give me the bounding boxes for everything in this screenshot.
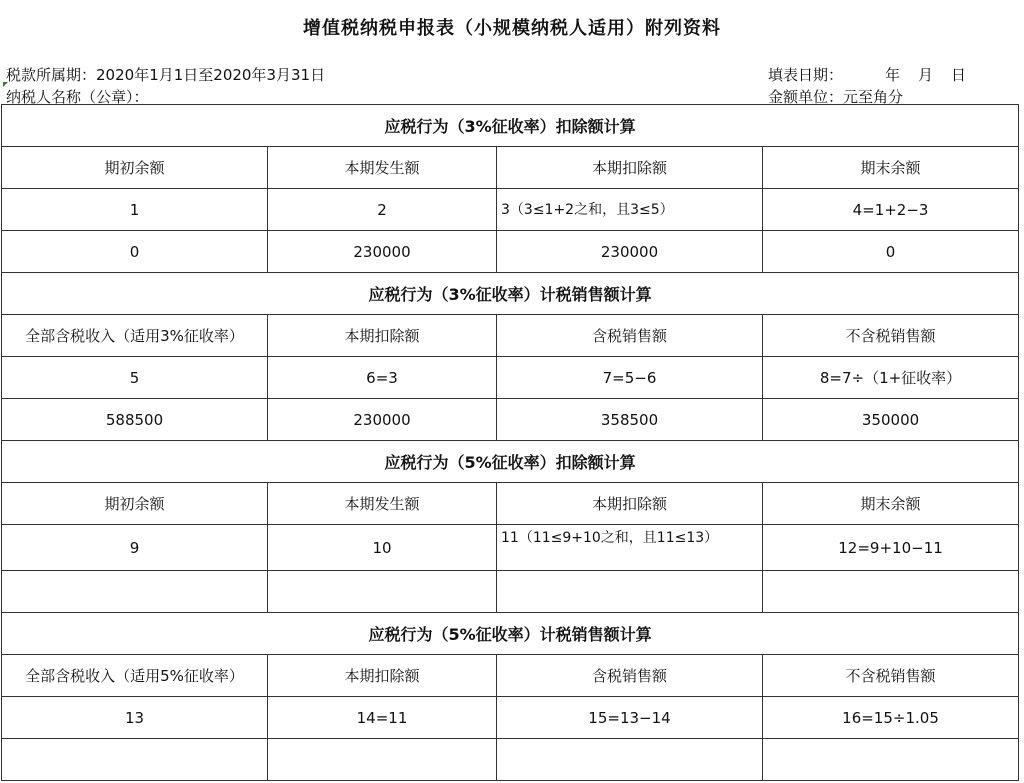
header-cell[interactable]: 本期扣除额 bbox=[497, 147, 763, 189]
value-cell[interactable] bbox=[268, 739, 497, 781]
formula-cell[interactable]: 13 bbox=[2, 697, 268, 739]
header-cell[interactable]: 本期扣除额 bbox=[268, 315, 497, 357]
header-row bbox=[2, 147, 1019, 189]
formula-cell[interactable]: 10 bbox=[268, 525, 497, 571]
month-char: 月 bbox=[918, 66, 934, 84]
header-cell[interactable]: 期初余额 bbox=[2, 483, 268, 525]
value-cell[interactable] bbox=[763, 571, 1019, 613]
formula-cell[interactable]: 8=7÷（1+征收率） bbox=[763, 357, 1019, 399]
section-title-row bbox=[2, 273, 1019, 315]
schedule-table bbox=[1, 104, 1019, 781]
day-char: 日 bbox=[951, 66, 967, 84]
formula-cell[interactable]: 12=9+10−11 bbox=[763, 525, 1019, 571]
section-title[interactable]: 应税行为（3%征收率）扣除额计算 bbox=[2, 105, 1019, 147]
formula-cell[interactable]: 3（3≤1+2之和，且3≤5） bbox=[497, 189, 763, 231]
value-cell[interactable]: 350000 bbox=[763, 399, 1019, 441]
formula-cell[interactable]: 9 bbox=[2, 525, 268, 571]
header-cell[interactable]: 本期发生额 bbox=[268, 483, 497, 525]
header-row bbox=[2, 315, 1019, 357]
formula-cell[interactable]: 4=1+2−3 bbox=[763, 189, 1019, 231]
formula-row bbox=[2, 697, 1019, 739]
header-cell[interactable]: 不含税销售额 bbox=[763, 315, 1019, 357]
formula-row bbox=[2, 189, 1019, 231]
value-row bbox=[2, 399, 1019, 441]
value-row bbox=[2, 739, 1019, 781]
formula-row bbox=[2, 357, 1019, 399]
formula-cell[interactable]: 2 bbox=[268, 189, 497, 231]
value-cell[interactable]: 588500 bbox=[2, 399, 268, 441]
value-cell[interactable] bbox=[497, 571, 763, 613]
tax-period-label: 税款所属期： bbox=[6, 66, 97, 84]
value-cell[interactable] bbox=[497, 739, 763, 781]
section-title[interactable]: 应税行为（5%征收率）计税销售额计算 bbox=[2, 613, 1019, 655]
formula-cell[interactable]: 15=13−14 bbox=[497, 697, 763, 739]
year-char: 年 bbox=[885, 66, 901, 84]
tax-period bbox=[6, 64, 325, 85]
fill-date-label: 填表日期： bbox=[768, 66, 844, 84]
fill-date bbox=[768, 64, 966, 85]
section-title-row bbox=[2, 441, 1019, 483]
value-cell[interactable] bbox=[2, 571, 268, 613]
header-cell[interactable]: 本期发生额 bbox=[268, 147, 497, 189]
form-title: 增值税纳税申报表（小规模纳税人适用）附列资料 bbox=[303, 18, 721, 39]
section-title-row bbox=[2, 613, 1019, 655]
formula-cell[interactable]: 11（11≤9+10之和，且11≤13） bbox=[497, 525, 763, 571]
header-cell[interactable]: 本期扣除额 bbox=[268, 655, 497, 697]
section-title[interactable]: 应税行为（5%征收率）扣除额计算 bbox=[2, 441, 1019, 483]
header-cell[interactable]: 期初余额 bbox=[2, 147, 268, 189]
value-cell[interactable]: 230000 bbox=[268, 231, 497, 273]
section-title-row bbox=[2, 105, 1019, 147]
header-cell[interactable]: 全部含税收入（适用3%征收率） bbox=[2, 315, 268, 357]
amount-unit: 金额单位：元至角分 bbox=[768, 88, 904, 106]
formula-cell[interactable]: 7=5−6 bbox=[497, 357, 763, 399]
section-title[interactable]: 应税行为（3%征收率）计税销售额计算 bbox=[2, 273, 1019, 315]
value-cell[interactable]: 0 bbox=[2, 231, 268, 273]
value-cell[interactable]: 230000 bbox=[268, 399, 497, 441]
header-cell[interactable]: 含税销售额 bbox=[497, 315, 763, 357]
tax-period-value: 2020年1月1日至2020年3月31日 bbox=[96, 66, 326, 84]
header-cell[interactable]: 含税销售额 bbox=[497, 655, 763, 697]
value-cell[interactable] bbox=[268, 571, 497, 613]
header-row bbox=[2, 483, 1019, 525]
header-cell[interactable]: 期末余额 bbox=[763, 483, 1019, 525]
value-row bbox=[2, 571, 1019, 613]
value-cell[interactable]: 230000 bbox=[497, 231, 763, 273]
value-cell[interactable] bbox=[763, 739, 1019, 781]
header-row bbox=[2, 655, 1019, 697]
formula-cell[interactable]: 14=11 bbox=[268, 697, 497, 739]
value-cell[interactable]: 358500 bbox=[497, 399, 763, 441]
value-cell[interactable] bbox=[2, 739, 268, 781]
taxpayer-name-label: 纳税人名称（公章）： bbox=[6, 88, 149, 106]
formula-cell[interactable]: 6=3 bbox=[268, 357, 497, 399]
header-cell[interactable]: 期末余额 bbox=[763, 147, 1019, 189]
formula-cell[interactable]: 16=15÷1.05 bbox=[763, 697, 1019, 739]
header-cell[interactable]: 本期扣除额 bbox=[497, 483, 763, 525]
formula-cell[interactable]: 1 bbox=[2, 189, 268, 231]
formula-cell[interactable]: 5 bbox=[2, 357, 268, 399]
header-cell[interactable]: 不含税销售额 bbox=[763, 655, 1019, 697]
header-cell[interactable]: 全部含税收入（适用5%征收率） bbox=[2, 655, 268, 697]
value-row bbox=[2, 231, 1019, 273]
formula-row bbox=[2, 525, 1019, 571]
value-cell[interactable]: 0 bbox=[763, 231, 1019, 273]
